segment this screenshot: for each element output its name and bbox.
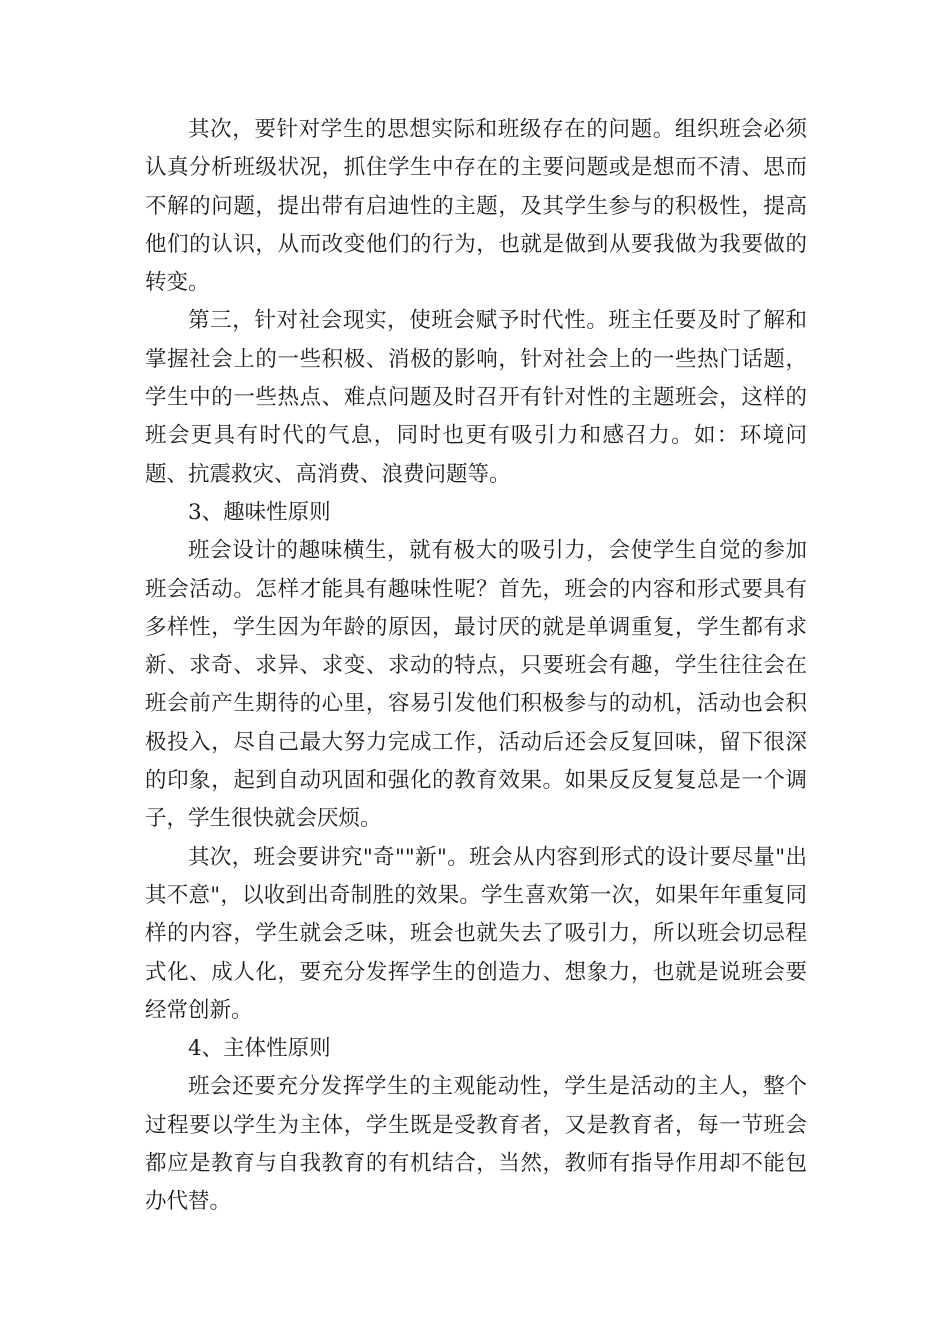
section-heading-subject-principle: 4、主体性原则: [188, 1036, 331, 1062]
paragraph-interest-design: 班会设计的趣味横生，就有极大的吸引力，会使学生自觉的参加班会活动。怎样才能具有趣味性呢？首先，班会的内容和形式要具有多样性，学生因为年龄的原因，最讨厌的就是单调重复，学生都有求新、求奇、求异、求变、求动的特点，只要班会有趣，学生往往会在班会前产生期待的心里，容易引发他们积极参与的动机，活动也会积极投入，尽自己最大努力完成工作，活动后还会反复回味，留下很深的印象，起到自动巩固和强化的教育效果。如果反反复复总是一个调子，学生很快就会厌烦。: [145, 538, 807, 832]
paragraph-social-reality: 第三，针对社会现实，使班会赋予时代性。班主任要及时了解和掌握社会上的一些积极、消极的影响，针对社会上的一些热门话题，学生中的一些热点、难点问题及时召开有针对性的主题班会，这样的班会更具有时代的气息，同时也更有吸引力和感召力。如：环境问题、抗震救灾、高消费、浪费问题等。: [145, 308, 807, 487]
paragraph-targeting-problems: 其次，要针对学生的思想实际和班级存在的问题。组织班会必须认真分析班级状况，抓住学生中存在的主要问题或是想而不清、思而不解的问题，提出带有启迪性的主题，及其学生参与的积极性，提高他们的认识，从而改变他们的行为，也就是做到从要我做为我要做的转变。: [145, 117, 807, 296]
section-heading-interest-principle: 3、趣味性原则: [188, 499, 331, 525]
document-page: [145, 111, 807, 1222]
paragraph-student-initiative: 班会还要充分发挥学生的主观能动性，学生是活动的主人，整个过程要以学生为主体，学生既是受教育者，又是教育者，每一节班会都应是教育与自我教育的有机结合，当然，教师有指导作用却不能包办代替。: [145, 1074, 807, 1215]
paragraph-novelty: 其次，班会要讲究"奇""新"。班会从内容到形式的设计要尽量"出其不意"，以收到出奇制胜的效果。学生喜欢第一次，如果年年重复同样的内容，学生就会乏味，班会也就失去了吸引力，所以班会切忌程式化、成人化，要充分发挥学生的创造力、想象力，也就是说班会要经常创新。: [145, 844, 807, 1023]
